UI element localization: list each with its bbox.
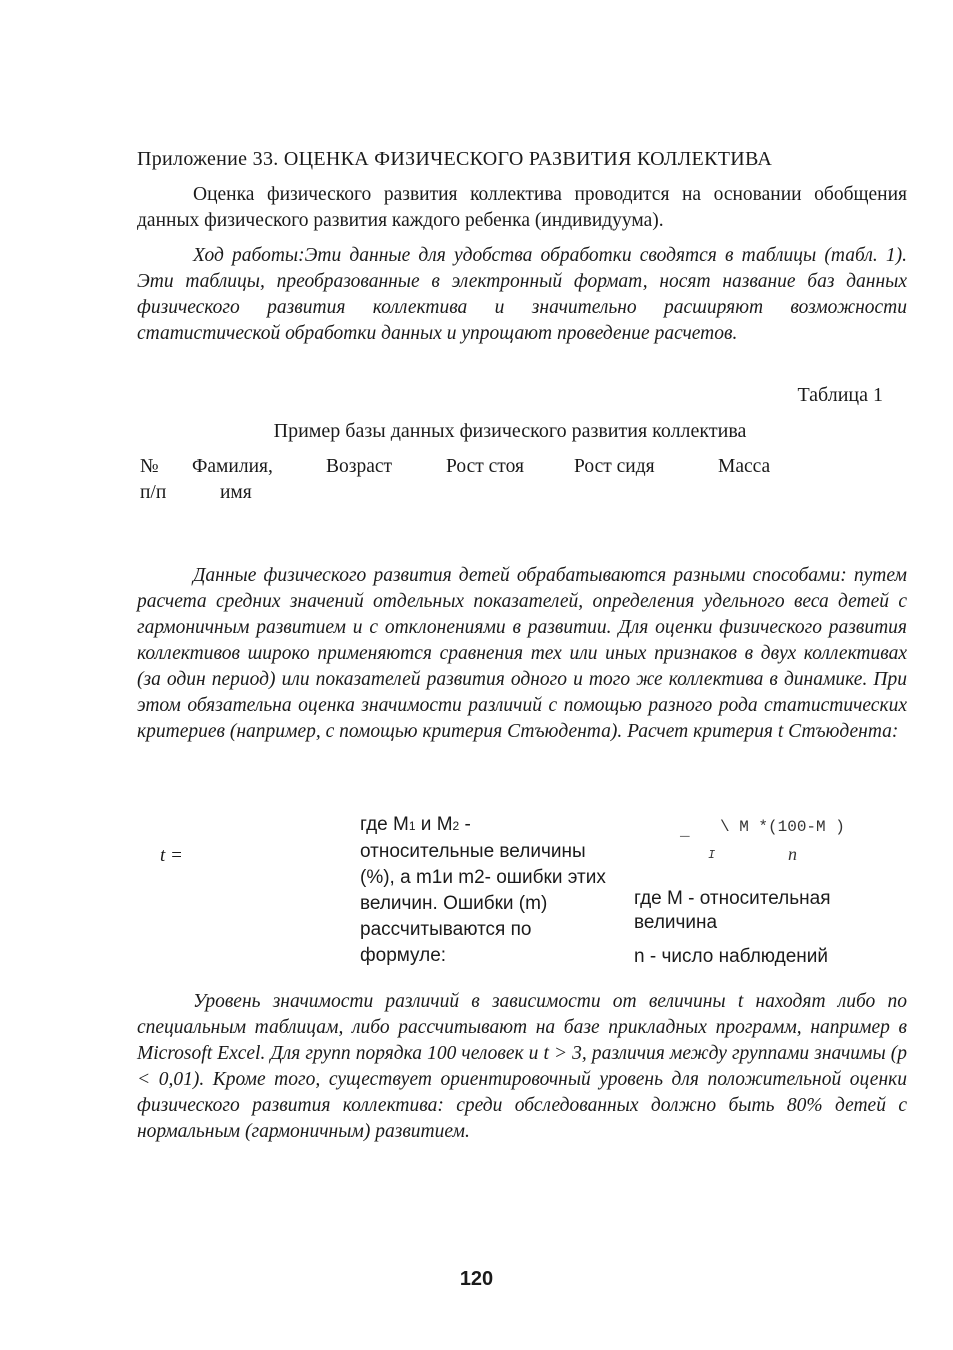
formula-explanation-line1 <box>360 812 622 839</box>
formula-m2-sub: 2 <box>452 819 460 833</box>
formula-t-label: t = <box>160 845 183 866</box>
formula-explanation <box>360 812 622 969</box>
processing-paragraph: Данные физического развития детей обрабатываются разными способами: путем расчета средних значений отдельных показателей, определения удельного веса детей с гармоничным развитием и с отклонениями в развитии. Для оценки физического развития коллективов широко применяются сравнения тех или иных признаков в двух коллективах (за один период) или показателей развития одного и того же коллектива в динамике. При этом обязательна оценка значимости различий с помощью разного рода статистических критериев (например, с помощью критерия Стъюдента). Расчет критерия t Стъюдента: <box>137 565 907 742</box>
table-header-num-line1: № <box>140 456 159 477</box>
table-header-height-standing: Рост стоя <box>446 456 524 477</box>
error-formula-denominator: n <box>788 844 797 864</box>
page-number: 120 <box>459 1268 494 1290</box>
formula-m1-sub: 1 <box>408 819 416 833</box>
table-header-height-sitting: Рост сидя <box>574 456 655 477</box>
significance-paragraph: Уровень значимости различий в зависимости от величины t находят либо по специальным таблицам, либо рассчитывают на базе прикладных программ, например в Microsoft Excel. Для групп порядка 100 человек и t > 3, различия между группами значимы (p < 0,01). Кроме того, существует ориентировочный уровень для положительной оценки физического развития коллектива: среди обследованных должно быть 80% детей с нормальным (гармоничным) развитием. <box>137 991 907 1142</box>
table-title: Пример базы данных физического развития коллектива <box>273 420 747 442</box>
table-label: Таблица 1 <box>797 384 883 406</box>
table-header-name-line1: Фамилия, <box>192 456 273 477</box>
formula-dash-text: - <box>459 814 471 835</box>
table-header-num <box>140 454 166 506</box>
where-m-text: где M - относительная величина <box>634 888 831 933</box>
table-header-age: Возраст <box>326 456 393 477</box>
formula-m2-text: и M <box>415 814 453 835</box>
error-formula-dash: _ <box>680 822 690 840</box>
table-header-name <box>192 454 273 506</box>
intro-paragraph: Оценка физического развития коллектива проводится на основании обобщения данных физического развития каждого ребенка (индивидуума). <box>137 184 907 231</box>
error-formula-root-sign: I <box>708 848 716 862</box>
where-n-text: n - число наблюдений <box>634 946 828 967</box>
formula-m1-text: где M <box>360 814 409 835</box>
table-header-mass: Масса <box>718 456 771 477</box>
work-course-paragraph: Ход работы:Эти данные для удобства обработки сводятся в таблицы (табл. 1). Эти таблицы, преобразованные в электронный формат, носят название баз данных физического развития коллектива и значительно расширяют возможности статистической обработки данных и упрощают проведение расчетов. <box>137 245 907 344</box>
appendix-heading: Приложение 33. ОЦЕНКА ФИЗИЧЕСКОГО РАЗВИТИЯ КОЛЛЕКТИВА <box>137 148 773 170</box>
formula-explanation-rest: относительные величины (%), а m1и m2- ошибки этих величин. Ошибки (m) рассчитываются по формуле: <box>360 841 606 966</box>
table-header-name-line2: имя <box>220 482 252 503</box>
error-formula-numerator: \ M *(100-M ) <box>720 818 845 836</box>
table-header-num-line2: п/п <box>140 482 167 503</box>
error-formula <box>680 818 880 868</box>
